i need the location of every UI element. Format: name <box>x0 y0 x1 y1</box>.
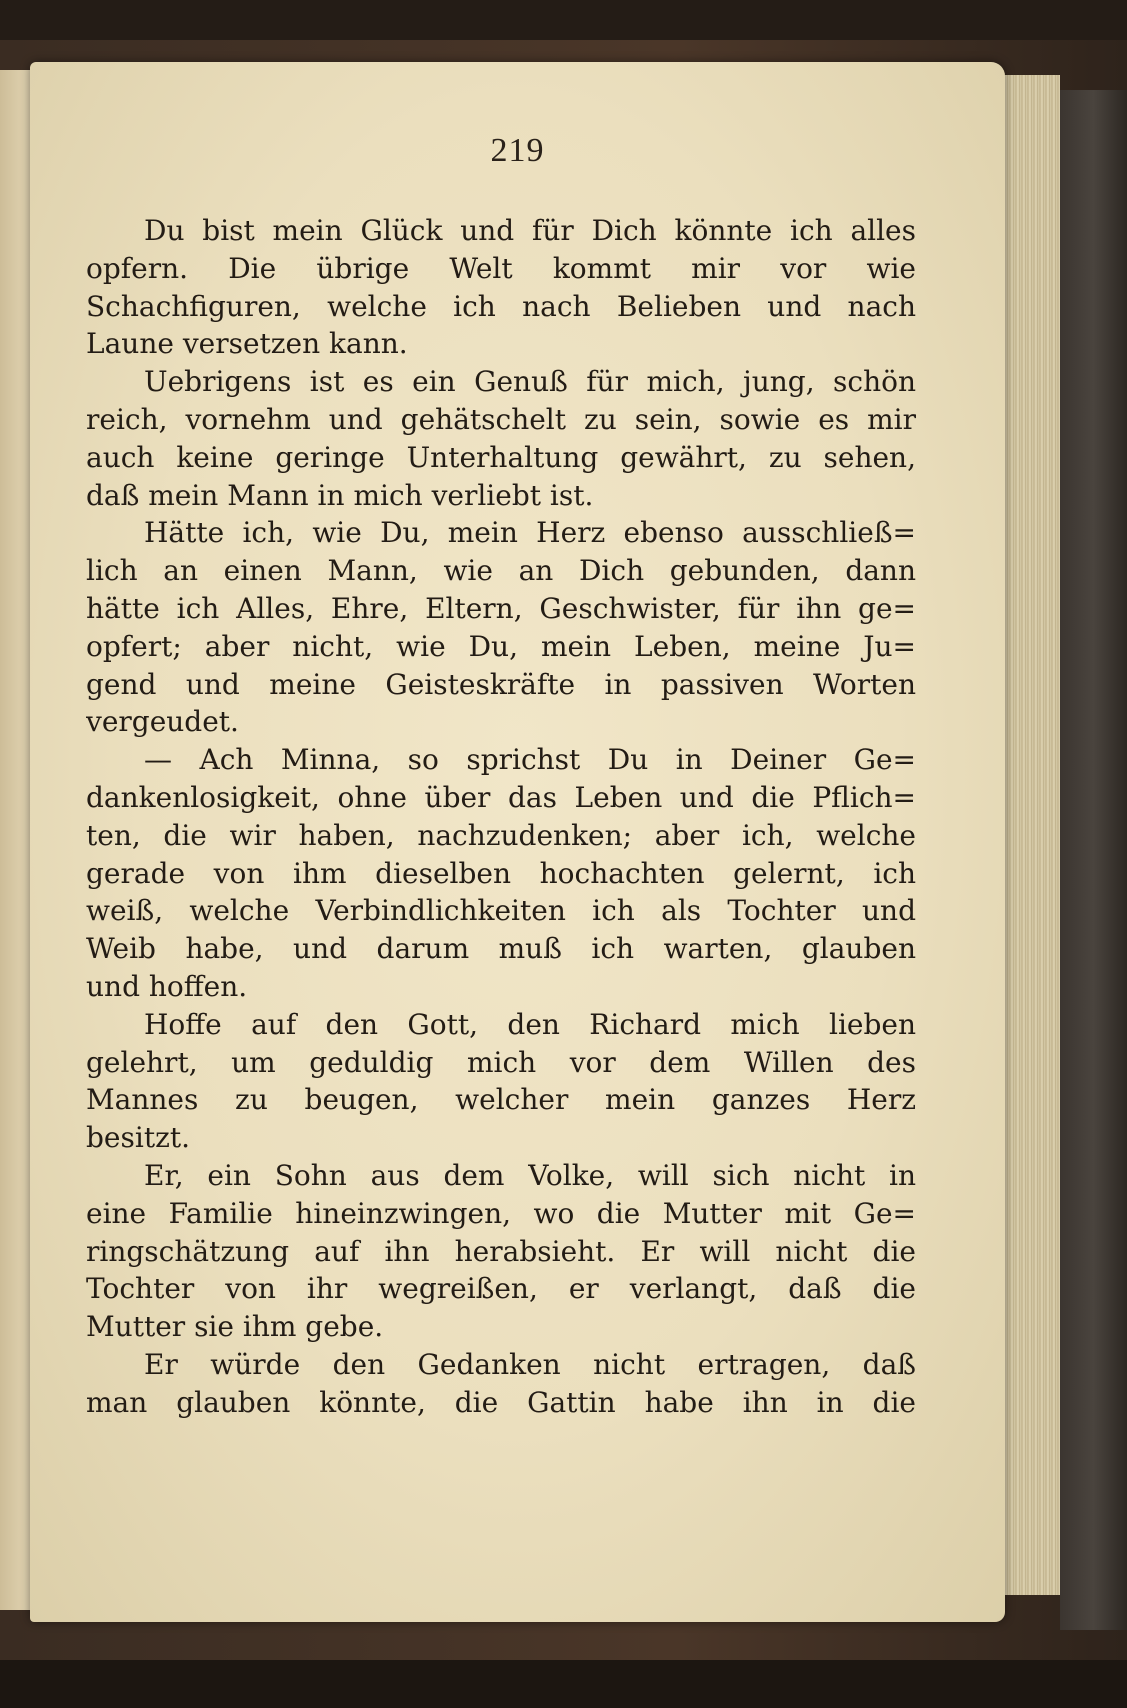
book-page <box>30 62 1005 1622</box>
text-line: Er würde den Gedanken nicht ertragen, daß <box>144 1347 916 1381</box>
text-line: besitzt. <box>86 1121 190 1155</box>
text-line: auch keine geringe Unterhaltung gewährt, zu sehen, <box>86 440 916 474</box>
text-line: man glauben könnte, die Gattin habe ihn in die <box>86 1385 916 1419</box>
text-line: reich, vornehm und gehätschelt zu sein, sowie es mir <box>86 402 916 436</box>
text-line: dankenlosigkeit, ohne über das Leben und die Pflich= <box>86 780 916 814</box>
text-line: daß mein Mann in mich verliebt ist. <box>86 478 594 512</box>
text-line: Mutter sie ihm gebe. <box>86 1310 384 1344</box>
text-line: Hoffe auf den Gott, den Richard mich lieben <box>144 1007 916 1041</box>
text-line: lich an einen Mann, wie an Dich gebunden, dann <box>86 554 916 588</box>
text-line: gend und meine Geisteskräfte in passiven Worten <box>86 667 916 701</box>
text-line: und hoffen. <box>86 969 248 1003</box>
text-line: Laune versetzen kann. <box>86 327 408 361</box>
text-line: weiß, welche Verbindlichkeiten ich als Tochter und <box>86 894 916 928</box>
text-line: vergeudet. <box>86 705 239 739</box>
text-line: opfern. Die übrige Welt kommt mir vor wie <box>86 251 916 285</box>
text-line: Weib habe, und darum muß ich warten, glauben <box>86 932 916 966</box>
text-line: ringschätzung auf ihn herabsieht. Er will nicht die <box>86 1234 916 1268</box>
text-line: hätte ich Alles, Ehre, Eltern, Geschwister, für ihn ge= <box>86 591 916 625</box>
text-line: Mannes zu beugen, welcher mein ganzes Herz <box>86 1083 916 1117</box>
text-line: gerade von ihm dieselben hochachten gelernt, ich <box>86 856 916 890</box>
text-line: ten, die wir haben, nachzudenken; aber ich, welche <box>86 818 916 852</box>
text-line: eine Familie hineinzwingen, wo die Mutter mit Ge= <box>86 1196 916 1230</box>
text-line: Schachfiguren, welche ich nach Belieben und nach <box>86 289 916 323</box>
text-line: Uebrigens ist es ein Genuß für mich, jung, schön <box>144 365 916 399</box>
text-line: Er, ein Sohn aus dem Volke, will sich nicht in <box>144 1158 916 1192</box>
page-number: 219 <box>490 132 545 169</box>
text-line: Hätte ich, wie Du, mein Herz ebenso ausschließ= <box>144 516 916 550</box>
body-text <box>86 212 916 1422</box>
text-line: Tochter von ihr wegreißen, er verlangt, daß die <box>86 1272 916 1306</box>
text-line: opfert; aber nicht, wie Du, mein Leben, meine Ju= <box>86 629 916 663</box>
text-line: gelehrt, um geduldig mich vor dem Willen des <box>86 1045 916 1079</box>
text-line: — Ach Minna, so sprichst Du in Deiner Ge= <box>144 743 916 777</box>
text-line: Du bist mein Glück und für Dich könnte ich alles <box>144 214 916 247</box>
book-spine-edge <box>1060 90 1127 1630</box>
